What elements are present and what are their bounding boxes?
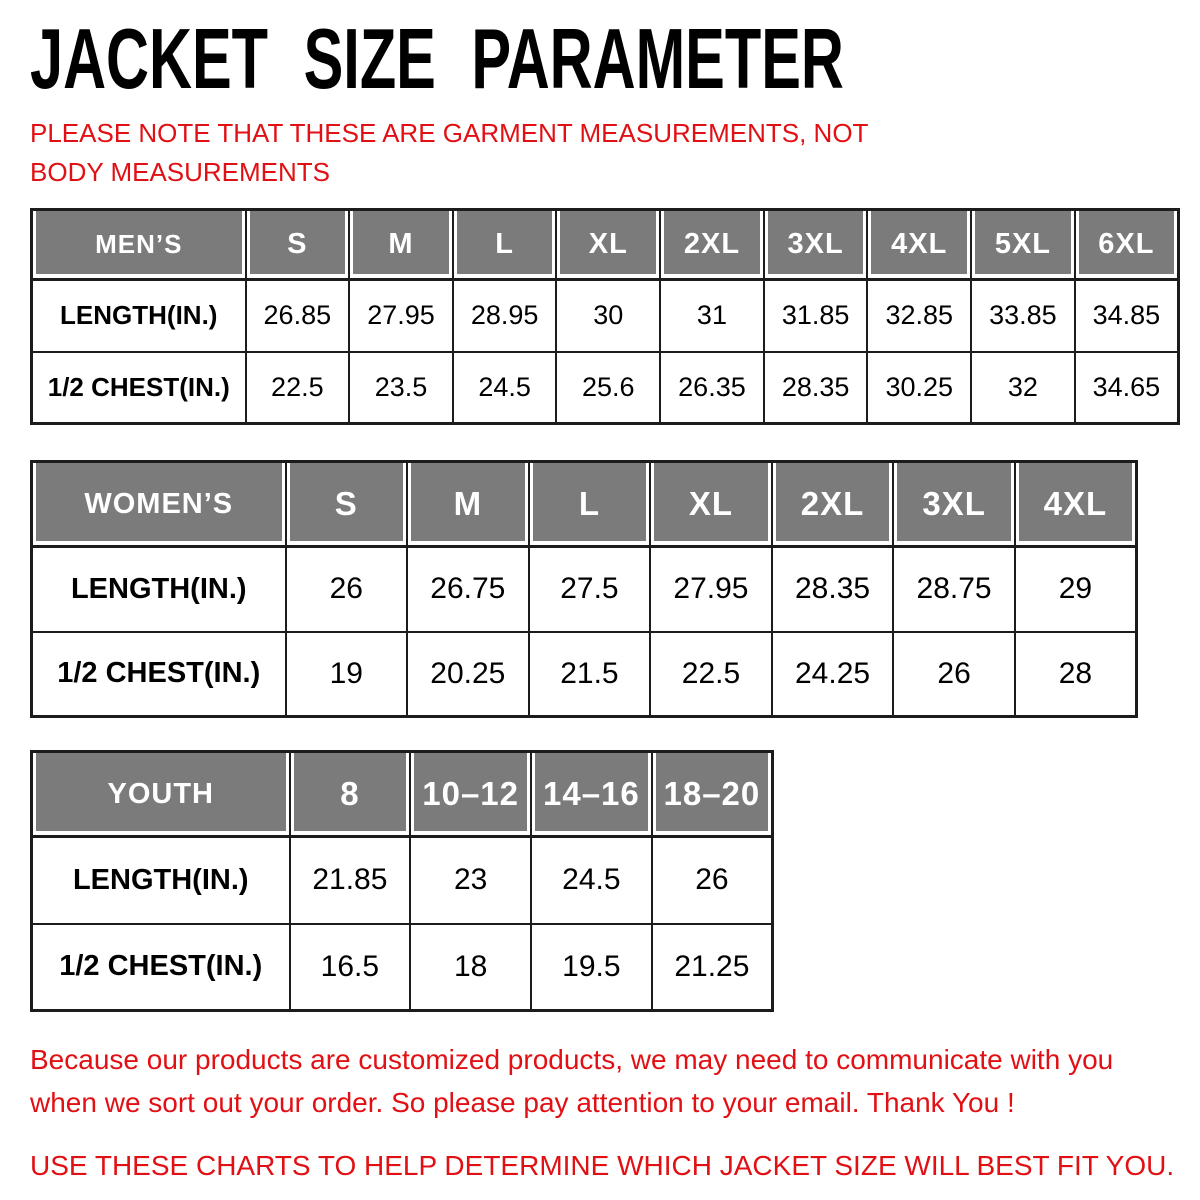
measurement-value-cell: 28.35 <box>764 352 868 424</box>
size-column-header: M <box>349 210 453 280</box>
measurement-row <box>32 837 773 924</box>
size-column-header: L <box>453 210 557 280</box>
measurement-value-cell: 22.5 <box>246 352 350 424</box>
measurement-label-cell: LENGTH(IN.) <box>32 547 286 632</box>
measurement-value-cell: 29 <box>1015 547 1137 632</box>
fit-guidance-line: USE THESE CHARTS TO HELP DETERMINE WHICH JACKET SIZE WILL BEST FIT YOU. <box>30 1149 1175 1181</box>
measurement-value-cell: 21.25 <box>652 924 773 1011</box>
measurement-value-cell: 34.65 <box>1075 352 1179 424</box>
measurement-row <box>32 352 1179 424</box>
size-column-header: M <box>407 462 529 547</box>
measurement-value-cell: 33.85 <box>971 280 1075 352</box>
measurement-value-cell: 28.75 <box>893 547 1015 632</box>
measurement-row <box>32 547 1137 632</box>
youth-size-table <box>30 750 774 1012</box>
measurement-value-cell: 27.5 <box>529 547 651 632</box>
measurement-label-cell: 1/2 CHEST(IN.) <box>32 352 246 424</box>
measurement-value-cell: 19.5 <box>531 924 652 1011</box>
measurement-value-cell: 28.95 <box>453 280 557 352</box>
measurement-value-cell: 24.25 <box>772 632 894 717</box>
size-column-header: XL <box>650 462 772 547</box>
customization-notice: Because our products are customized products, we may need to communicate with you when we sort out your order. So please pay attention to your email. Thank You ! <box>30 1044 1114 1119</box>
youth-header-row <box>32 752 773 837</box>
measurement-value-cell: 25.6 <box>556 352 660 424</box>
measurement-value-cell: 24.5 <box>453 352 557 424</box>
measurement-value-cell: 18 <box>410 924 531 1011</box>
size-column-header: 6XL <box>1075 210 1179 280</box>
measurement-value-cell: 30.25 <box>867 352 971 424</box>
measurement-value-cell: 23 <box>410 837 531 924</box>
size-column-header: 4XL <box>867 210 971 280</box>
size-tables-container <box>30 208 1180 1012</box>
womens-header-row <box>32 462 1137 547</box>
mens-size-table <box>30 208 1180 425</box>
measurement-value-cell: 28.35 <box>772 547 894 632</box>
measurement-row <box>32 632 1137 717</box>
mens-group-label: MEN’S <box>32 210 246 280</box>
measurement-value-cell: 26 <box>286 547 408 632</box>
measurement-value-cell: 22.5 <box>650 632 772 717</box>
womens-group-label: WOMEN’S <box>32 462 286 547</box>
size-column-header: 3XL <box>764 210 868 280</box>
measurement-value-cell: 19 <box>286 632 408 717</box>
size-column-header: 10–12 <box>410 752 531 837</box>
garment-measurement-note: PLEASE NOTE THAT THESE ARE GARMENT MEASUREMENTS, NOT BODY MEASUREMENTS <box>30 118 868 187</box>
womens-size-table <box>30 460 1138 718</box>
measurement-value-cell: 21.85 <box>290 837 411 924</box>
measurement-label-cell: 1/2 CHEST(IN.) <box>32 924 290 1011</box>
measurement-value-cell: 26 <box>652 837 773 924</box>
size-column-header: L <box>529 462 651 547</box>
measurement-value-cell: 24.5 <box>531 837 652 924</box>
measurement-value-cell: 32 <box>971 352 1075 424</box>
measurement-row <box>32 280 1179 352</box>
page-title <box>30 12 1180 107</box>
measurement-value-cell: 28 <box>1015 632 1137 717</box>
measurement-value-cell: 27.95 <box>349 280 453 352</box>
size-column-header: 5XL <box>971 210 1075 280</box>
size-column-header: S <box>286 462 408 547</box>
size-column-header: 3XL <box>893 462 1015 547</box>
size-column-header: XL <box>556 210 660 280</box>
measurement-value-cell: 20.25 <box>407 632 529 717</box>
measurement-value-cell: 21.5 <box>529 632 651 717</box>
measurement-value-cell: 16.5 <box>290 924 411 1011</box>
measurement-value-cell: 30 <box>556 280 660 352</box>
youth-group-label: YOUTH <box>32 752 290 837</box>
measurement-value-cell: 31 <box>660 280 764 352</box>
size-column-header: S <box>246 210 350 280</box>
size-column-header: 4XL <box>1015 462 1137 547</box>
measurement-label-cell: LENGTH(IN.) <box>32 837 290 924</box>
measurement-value-cell: 32.85 <box>867 280 971 352</box>
measurement-value-cell: 26 <box>893 632 1015 717</box>
size-column-header: 2XL <box>660 210 764 280</box>
measurement-row <box>32 924 773 1011</box>
measurement-value-cell: 31.85 <box>764 280 868 352</box>
size-column-header: 14–16 <box>531 752 652 837</box>
size-column-header: 8 <box>290 752 411 837</box>
measurement-value-cell: 26.75 <box>407 547 529 632</box>
measurement-value-cell: 26.35 <box>660 352 764 424</box>
measurement-value-cell: 34.85 <box>1075 280 1179 352</box>
measurement-value-cell: 26.85 <box>246 280 350 352</box>
measurement-value-cell: 23.5 <box>349 352 453 424</box>
measurement-label-cell: 1/2 CHEST(IN.) <box>32 632 286 717</box>
size-column-header: 18–20 <box>652 752 773 837</box>
measurement-value-cell: 27.95 <box>650 547 772 632</box>
measurement-label-cell: LENGTH(IN.) <box>32 280 246 352</box>
size-column-header: 2XL <box>772 462 894 547</box>
mens-header-row <box>32 210 1179 280</box>
page-title-text: JACKET SIZE PARAMETER <box>30 12 844 107</box>
